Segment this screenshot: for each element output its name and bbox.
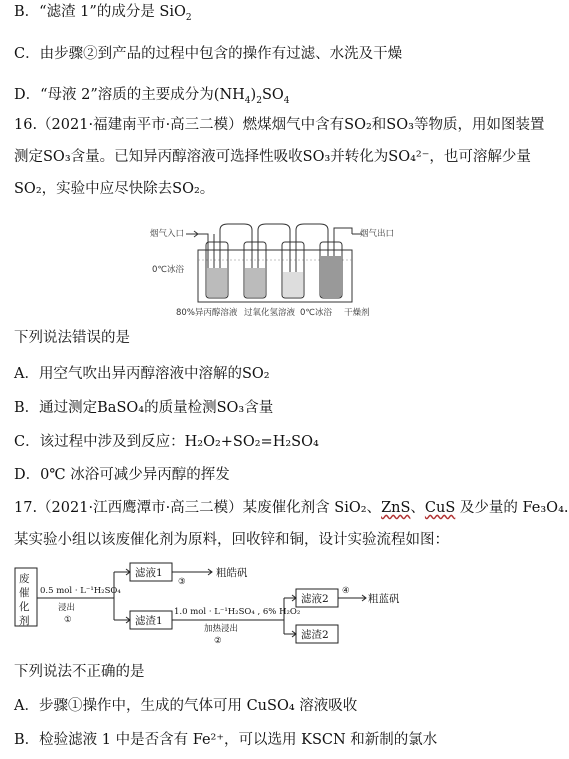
option-text: 由步骤②到产品的过程中包含的操作有过滤、水洗及干燥 xyxy=(39,46,403,62)
filtrate2-label: 滤液2 xyxy=(301,593,329,605)
q17-stem-line-2: 某实验小组以该废催化剂为原料，回收锌和铜，设计实验流程如图： xyxy=(14,532,449,548)
stem-separator: 、 xyxy=(410,500,425,516)
label-hydrogen-peroxide: 过氧化氢溶液 xyxy=(244,308,296,318)
q16-stem-line-3: SO₂，实验中应尽快除去SO₂。 xyxy=(14,181,215,197)
option-label: C． xyxy=(14,46,40,62)
step2-reagent: 1.0 mol · L⁻¹H₂SO₄ , 6% H₂O₂ xyxy=(174,607,301,617)
label-isopropanol: 80%异丙醇溶液 xyxy=(176,308,238,318)
step4-num: ④ xyxy=(342,586,350,596)
stem-text: 17.（2021·江西鹰潭市·高三二模）某废催化剂含 SiO₂、 xyxy=(14,500,382,516)
option-label: C． xyxy=(14,434,40,450)
step2-op: 加热浸出 xyxy=(204,624,239,634)
product1-label: 粗皓矾 xyxy=(216,567,248,579)
q15-option-d xyxy=(14,85,290,105)
label-desiccant: 干燥剂 xyxy=(344,308,370,318)
subscript: 2 xyxy=(185,12,192,23)
option-text: “母液 2”溶质的主要成分为(NH xyxy=(40,87,245,103)
step1-reagent: 0.5 mol · L⁻¹H₂SO₄ xyxy=(40,586,121,596)
residue1-label: 滤渣1 xyxy=(135,615,163,627)
q16-option-c xyxy=(14,432,319,452)
step2-num: ② xyxy=(214,636,222,646)
q15-option-b xyxy=(14,2,192,22)
q16-stem-line-2: 测定SO₃含量。已知异丙醇溶液可选择性吸收SO₃并转化为SO₄²⁻，也可溶解少量 xyxy=(14,149,531,165)
q17-option-a xyxy=(14,696,357,716)
option-label: D． xyxy=(14,467,41,483)
liquids xyxy=(207,256,341,297)
option-label: D． xyxy=(14,87,41,103)
start-char-2: 催 xyxy=(19,587,30,599)
stem-zns: ZnS xyxy=(381,500,411,516)
q17-prompt: 下列说法不正确的是 xyxy=(14,664,145,680)
product2-label: 粗蓝矾 xyxy=(368,593,400,605)
option-label: B． xyxy=(14,732,40,748)
ice-bath-label: 0℃冰浴 xyxy=(152,265,184,275)
q17-stem-line-1 xyxy=(14,498,569,518)
option-text: 0℃ 冰浴可减少异丙醇的挥发 xyxy=(40,467,230,483)
q16-option-a xyxy=(14,364,270,384)
outlet-label: 烟气出口 xyxy=(360,229,395,239)
inlet-label: 烟气入口 xyxy=(150,229,185,239)
q16-stem-line-1: 16.（2021·福建南平市·高三二模）燃煤烟气中含有SO₂和SO₃等物质，用如图装置 xyxy=(14,117,545,133)
option-label: A． xyxy=(14,698,39,714)
text-fragment: ) xyxy=(250,87,257,103)
q16-apparatus-diagram xyxy=(148,212,408,324)
q16-prompt: 下列说法错误的是 xyxy=(14,330,130,346)
option-label: B． xyxy=(14,4,40,20)
q16-option-b xyxy=(14,398,273,418)
residue2-label: 滤渣2 xyxy=(301,629,329,641)
start-char-1: 废 xyxy=(19,573,30,585)
option-text: 检验滤液 1 中是否含有 Fe²⁺，可以选用 KSCN 和新制的氯水 xyxy=(39,732,438,748)
step1-num: ① xyxy=(64,615,72,625)
filtrate1-label: 滤液1 xyxy=(135,567,163,579)
stem-cus: CuS xyxy=(424,500,456,516)
subscript: 2 xyxy=(256,95,262,106)
text-fragment: SO xyxy=(261,87,284,103)
q17-option-b xyxy=(14,730,437,750)
subscript: 4 xyxy=(283,95,290,106)
option-text: 该过程中涉及到反应：H₂O₂+SO₂=H₂SO₄ xyxy=(39,434,319,450)
option-label: B． xyxy=(14,400,40,416)
label-ice-bath-2: 0℃冰浴 xyxy=(300,308,332,318)
stem-text-end: 及少量的 Fe₃O₄. xyxy=(455,500,569,516)
start-char-4: 剂 xyxy=(19,615,30,627)
q17-flow-chart xyxy=(14,560,414,648)
option-text: 步骤①操作中，生成的气体可用 CuSO₄ 溶液吸收 xyxy=(38,698,358,714)
option-text: “滤渣 1”的成分是 SiO xyxy=(39,4,186,20)
q16-option-d xyxy=(14,465,230,485)
option-text: 用空气吹出异丙醇溶液中溶解的SO₂ xyxy=(38,366,270,382)
step1-op: 浸出 xyxy=(58,603,76,613)
option-label: A． xyxy=(14,366,39,382)
option-text: 通过测定BaSO₄的质量检测SO₃含量 xyxy=(39,400,274,416)
step3-num: ③ xyxy=(178,577,186,587)
subscript: 4 xyxy=(244,95,251,106)
start-char-3: 化 xyxy=(19,601,30,613)
q15-option-c xyxy=(14,44,402,64)
